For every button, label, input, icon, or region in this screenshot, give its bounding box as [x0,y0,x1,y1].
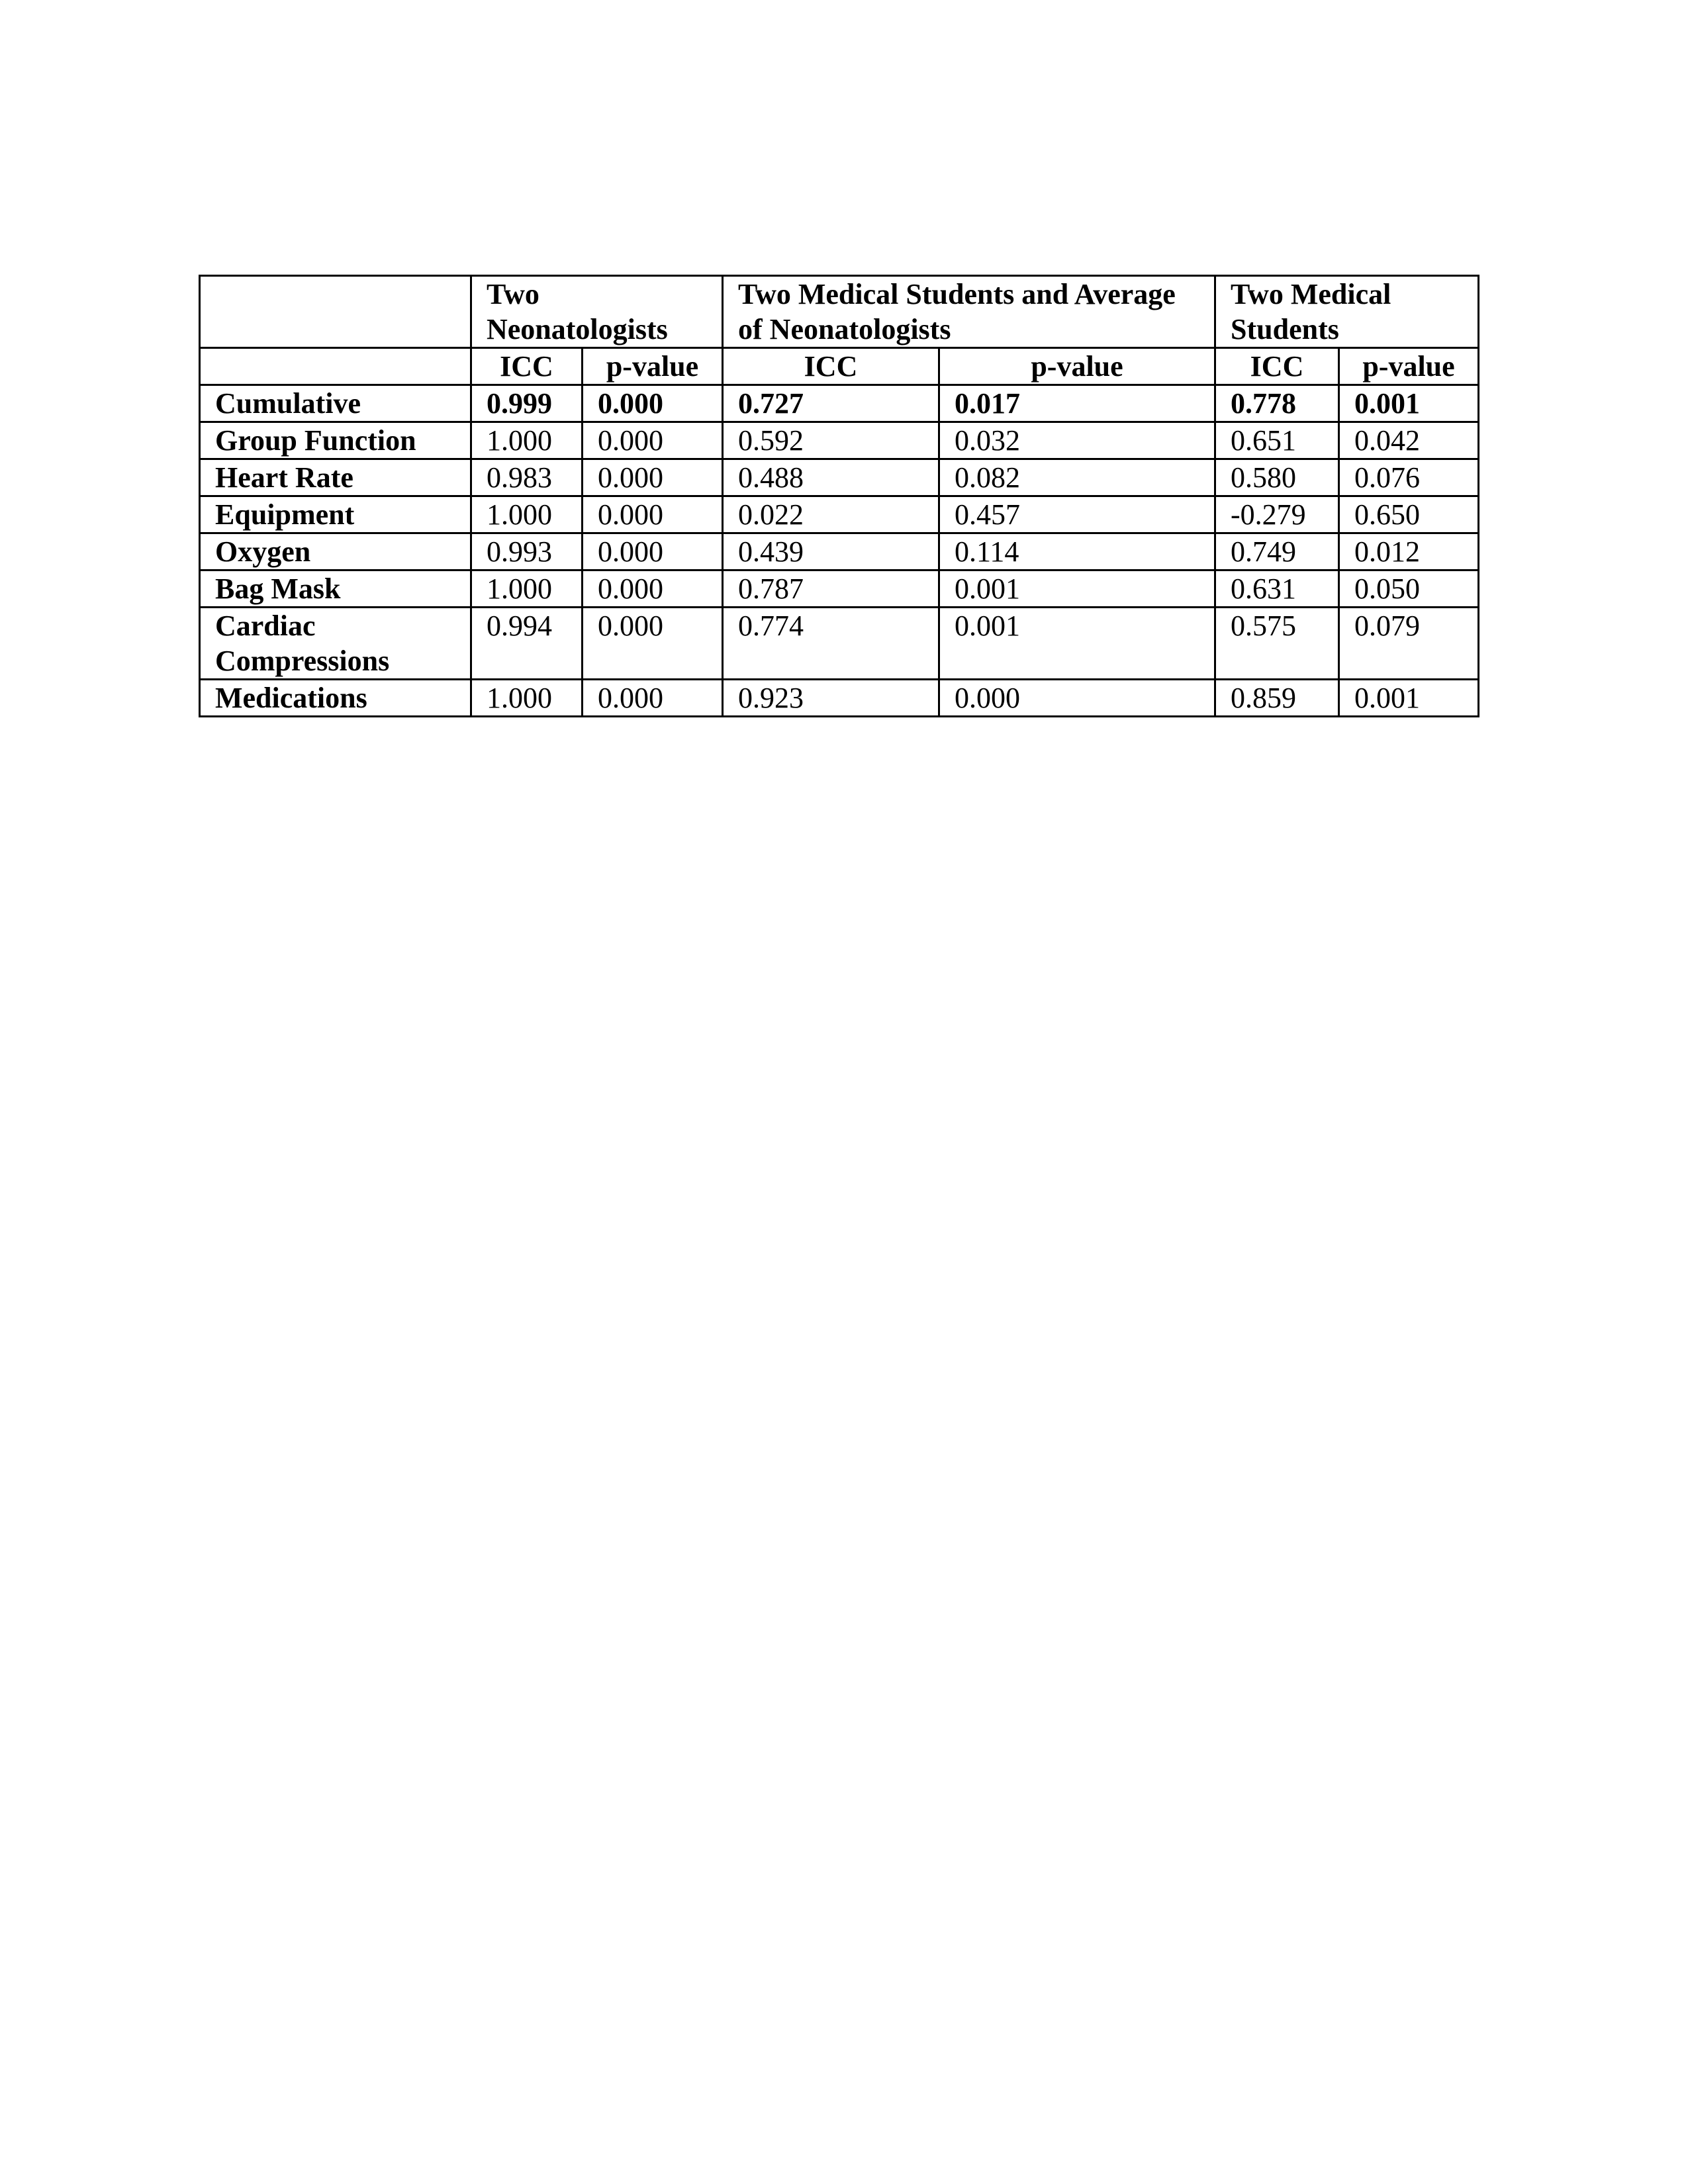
icc-value-cell: 0.983 [471,459,583,496]
row-label: Medications [200,680,471,717]
p-value-cell: 0.032 [939,422,1215,459]
row-label: Cumulative [200,385,471,422]
group-header-row [200,276,1479,348]
sub-header-row [200,348,1479,385]
icc-value-cell: 0.923 [723,680,939,717]
p-value-cell: 0.001 [939,570,1215,608]
icc-value-cell: 0.592 [723,422,939,459]
group-header-two-medical-students: Two Medical Students [1215,276,1479,348]
icc-value-cell: 0.774 [723,608,939,680]
icc-results-table [199,275,1479,717]
row-label: Group Function [200,422,471,459]
table-row [200,533,1479,570]
row-label: Equipment [200,496,471,533]
icc-value-cell: 0.488 [723,459,939,496]
sub-header-p-value: p-value [583,348,723,385]
group-header-students-and-average: Two Medical Students and Average of Neonatologists [723,276,1215,348]
p-value-cell: 0.000 [583,680,723,717]
icc-value-cell: -0.279 [1215,496,1339,533]
p-value-cell: 0.000 [583,496,723,533]
table-row [200,459,1479,496]
sub-header-p-value: p-value [1339,348,1479,385]
table-row [200,680,1479,717]
icc-value-cell: 0.631 [1215,570,1339,608]
sub-header-icc: ICC [1215,348,1339,385]
p-value-cell: 0.042 [1339,422,1479,459]
table-row [200,496,1479,533]
icc-value-cell: 0.787 [723,570,939,608]
icc-value-cell: 1.000 [471,570,583,608]
row-label: Heart Rate [200,459,471,496]
icc-value-cell: 0.580 [1215,459,1339,496]
group-header-two-neonatologists: Two Neonatologists [471,276,723,348]
p-value-cell: 0.000 [583,385,723,422]
p-value-cell: 0.050 [1339,570,1479,608]
p-value-cell: 0.457 [939,496,1215,533]
row-label: Oxygen [200,533,471,570]
icc-value-cell: 0.994 [471,608,583,680]
p-value-cell: 0.079 [1339,608,1479,680]
p-value-cell: 0.000 [583,422,723,459]
p-value-cell: 0.012 [1339,533,1479,570]
sub-header-p-value: p-value [939,348,1215,385]
icc-value-cell: 0.778 [1215,385,1339,422]
p-value-cell: 0.000 [583,459,723,496]
icc-value-cell: 1.000 [471,496,583,533]
p-value-cell: 0.076 [1339,459,1479,496]
icc-value-cell: 0.749 [1215,533,1339,570]
icc-value-cell: 0.859 [1215,680,1339,717]
p-value-cell: 0.082 [939,459,1215,496]
row-label: Bag Mask [200,570,471,608]
row-label: Cardiac Compressions [200,608,471,680]
p-value-cell: 0.000 [583,570,723,608]
icc-value-cell: 0.999 [471,385,583,422]
icc-value-cell: 0.993 [471,533,583,570]
p-value-cell: 0.650 [1339,496,1479,533]
table-row [200,608,1479,680]
group-header-empty [200,276,471,348]
icc-value-cell: 1.000 [471,422,583,459]
sub-header-icc: ICC [723,348,939,385]
sub-header-icc: ICC [471,348,583,385]
table-row [200,422,1479,459]
table-row [200,385,1479,422]
table-row [200,570,1479,608]
p-value-cell: 0.017 [939,385,1215,422]
icc-value-cell: 0.575 [1215,608,1339,680]
p-value-cell: 0.114 [939,533,1215,570]
icc-value-cell: 0.727 [723,385,939,422]
p-value-cell: 0.001 [1339,385,1479,422]
icc-value-cell: 0.439 [723,533,939,570]
p-value-cell: 0.001 [939,608,1215,680]
p-value-cell: 0.000 [939,680,1215,717]
p-value-cell: 0.000 [583,608,723,680]
icc-value-cell: 0.651 [1215,422,1339,459]
icc-value-cell: 0.022 [723,496,939,533]
p-value-cell: 0.001 [1339,680,1479,717]
table-body [200,385,1479,717]
icc-value-cell: 1.000 [471,680,583,717]
p-value-cell: 0.000 [583,533,723,570]
sub-header-empty [200,348,471,385]
